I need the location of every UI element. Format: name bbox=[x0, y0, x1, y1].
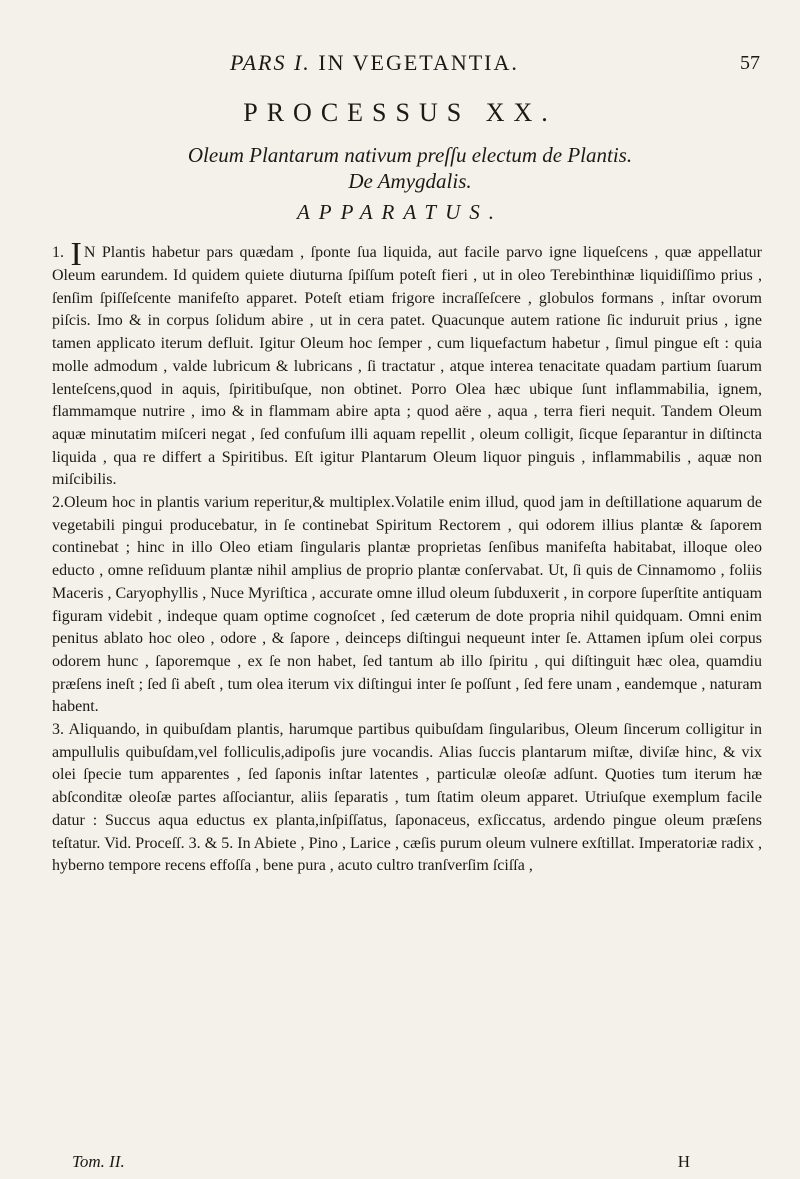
paragraph-number: 2. bbox=[52, 494, 64, 512]
body-text bbox=[52, 236, 763, 878]
volume-label: Tom. II. bbox=[72, 1152, 125, 1171]
running-head bbox=[230, 50, 760, 80]
running-head-text bbox=[230, 50, 519, 76]
paragraph-3 bbox=[52, 719, 762, 878]
subtitle-line-2: De Amygdalis. bbox=[348, 169, 472, 193]
paragraph-1 bbox=[52, 236, 763, 492]
dropcap-letter: I bbox=[70, 236, 82, 273]
processus-title: PROCESSUS XX. bbox=[243, 98, 557, 127]
paragraph-number: 3. bbox=[52, 721, 64, 739]
running-head-section: IN VEGETANTIA. bbox=[310, 50, 519, 75]
page-footer bbox=[72, 1152, 690, 1174]
paragraph-number: 1. bbox=[52, 244, 64, 261]
paragraph-text: N Plantis habetur pars quædam , ſponte ſua liquida, aut facile parvo igne liqueſcens , quæ appellatur Oleum earundem. Id quidem quiete diuturna ſpiſſum poteſt fieri , ut in oleo Terebinthinæ liquidiſſimo prius , ſenſim ſpiſſeſcente manifeſto apparet. Poteſt etiam frigore incraſſeſcere , globulos formans , inſtar ovorum piſcis. Imo & in corpus ſolidum abire , ut in cera patet. Quacunque autem ratione ſic induruit prius , igne tamen applicato iterum defluit. Igitur Oleum hoc ſemper , cum liquefactum habetur , ſimul pingue eſt : quia molle admodum , valde lubricum & lubricans , ſi tractatur , atque interea tenacitate quadam partium ſuarum lenteſcens,quod in aquis, ſpiritibuſque, non obtinet. Porro Olea hæc ubique ſunt inflammabilia, ignem, flammamque nutrire , imo & in flammam abire apta ; quod aëre , aqua , terra fieri nequit. Tandem Oleum aquæ minutatim miſceri negat , ſed confuſum illi aquam repellit , oleum colligit, ſicque ſeparantur in diſtincta liquida , qua re differt a Spiritibus. Eſt igitur Plantarum Oleum liquor pinguis , inflammabilis , aquæ non miſcibilis. bbox=[52, 244, 763, 489]
page-number: 57 bbox=[740, 52, 760, 74]
paragraph-text: Aliquando, in quibuſdam plantis, harumque partibus quibuſdam ſingularibus, Oleum ſincerum colligitur in ampullulis quibuſdam,vel folliculis,adipoſis jure vocandis. Alias ſuccis plantarum miſtæ, diviſæ hinc, & vix olei ſpecie tum apparentes , ſed ſaponis inſtar latentes , particulæ oleoſæ adſunt. Quoties tum iterum hæ abſconditæ oleoſæ partes aſſociantur, aliis ſeparatis , tum ſtatim oleum apparet. Utriuſque exemplum facile datur : Succus aqua eductus ex planta,inſpiſſatus, ſaponaceus, exſiccatus, ardendo pingue oleum præſens teſtatur. Vid. Proceſſ. 3. & 5. In Abiete , Pino , Larice , cæſis purum oleum vulnere exſtillat. Imperatoriæ radix , hyberno tempore recens effoſſa , bene pura , acuto cultro tranſverſim ſciſſa , bbox=[52, 721, 762, 875]
subtitle-line-1: Oleum Plantarum nativum preſſu electum de Plantis. bbox=[187, 143, 633, 167]
processus-subtitle bbox=[60, 142, 760, 194]
signature-mark: H bbox=[677, 1152, 690, 1171]
running-head-part: PARS I. bbox=[230, 50, 311, 75]
apparatus-heading: APPARATUS. bbox=[296, 200, 504, 224]
paragraph-text: Oleum hoc in plantis varium reperitur,& multiplex.Volatile enim illud, quod jam in deſtillatione aquarum de vegetabili pingui producebatur, in ſe continebat Spiritum Rectorem , qui odorem illius plantæ & ſaporem continebat ; hinc in illo Oleo etiam ſingularis plantæ proprietas ſenſibus manifeſta habitabat, illoque oleo educto , omne reſiduum plantæ nihil amplius de proprio plantæ conſervabat. Ut, ſi quis de Cinnamomo , foliis Maceris , Caryophyllis , Nuce Myriſtica , accurate omne illud oleum ſubduxerit , in corpore ſuperſtite antiquam figuram videbit , indeque quam optime cognoſcet , ſed cæterum de dote propria nihil quidquam. Omni enim penitus ablato hoc oleo , odore , & ſapore , deinceps diſtingui nequeunt inter ſe. Attamen ipſum olei corpus odorem hunc , ſaporemque , ex ſe non habet, ſed tantum ab illo ſpiritu , qui diſtinguit hæc olea, quamdiu præſens ineſt ; ſed ſi abeſt , tum olea iterum vix diſtingui inter ſe poſſunt , ſed fere unam , eandemque , naturam habent. bbox=[52, 494, 763, 716]
paragraph-2 bbox=[52, 492, 762, 719]
